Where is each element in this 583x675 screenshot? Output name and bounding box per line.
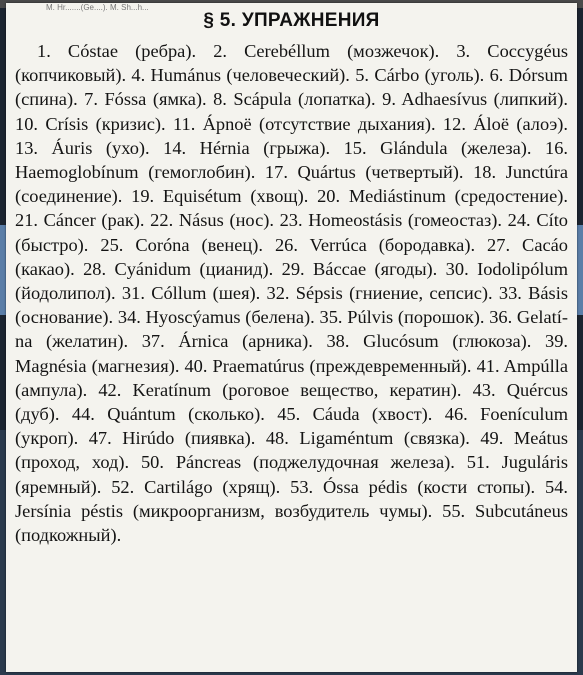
exercises-text: 1. Cóstae (ребра). 2. Cerebéllum (мозжечок). 3. Coccygéus (копчиковый). 4. Humánus (человеческий). 5. Cárbo (уголь). 6. Dórsum (спина). 7. Fóssa (ямка). 8. Scápula (лопатка). 9. Adhaesívus (липкий). 10. Crísis (кризис). 11. Ápnoë (отсутствие дыхания). 12. Áloë (алоэ). 13. Áuris (ухо). 14. Hérnia (грыжа). 15. Glándula (железа). 16. Haemoglobínum (гемоглобин). 17. Quártus (четвертый). 18. Junctúra (соединение). 19. Equisétum (хвощ). 20. Mediástinum (средостение). 21. Cáncer (рак). 22. Násus (нос). 23. Homeostásis (гомеостаз). 24. Cíto (быстро). 25. Coróna (венец). 26. Verrúca (бородавка). 27. Cacáo (какао). 28. Cyánidum (цианид). 29. Báccae (ягоды). 30. Iodolipólum (йодолипол). 31. Cóllum (шея). 32. Sépsis (гниение, сепсис). 33. Básis (основание). 34. Hyoscýamus (белена). 35. Púlvis (порошок). 36. Gelatína (желатин). 37. Árnica (арника). 38. Glucósum (глюкоза). 39. Magnésia (магнезия). 40. Praematúrus (преждевременный). 41. Ampúlla (ампула). 42. Keratínum (роговое вещество, кератин). 43. Quércus (дуб). 44. Quántum (сколько). 45. Cáuda (хвост). 46. Foenículum (укроп). 47. Hirúdo (пиявка). 48. Ligaméntum (связка). 49. Meátus (проход, ход). 50. Páncreas (поджелудочная железа). 51. Juguláris (яремный). 52. Cartilágo (хрящ). 53. Óssa pédis (кости стопы). 54. Jersínia péstis (микроорганизм, возбудитель чумы). 55. Subcutáneus (подкожный).	[15, 41, 568, 546]
section-title: § 5. УПРАЖНЕНИЯ	[203, 10, 380, 31]
book-page	[6, 3, 577, 672]
exercises-paragraph	[15, 39, 568, 547]
cropped-header-text: M. Hr.......(Ge....). M. Sh...h...	[46, 3, 149, 12]
